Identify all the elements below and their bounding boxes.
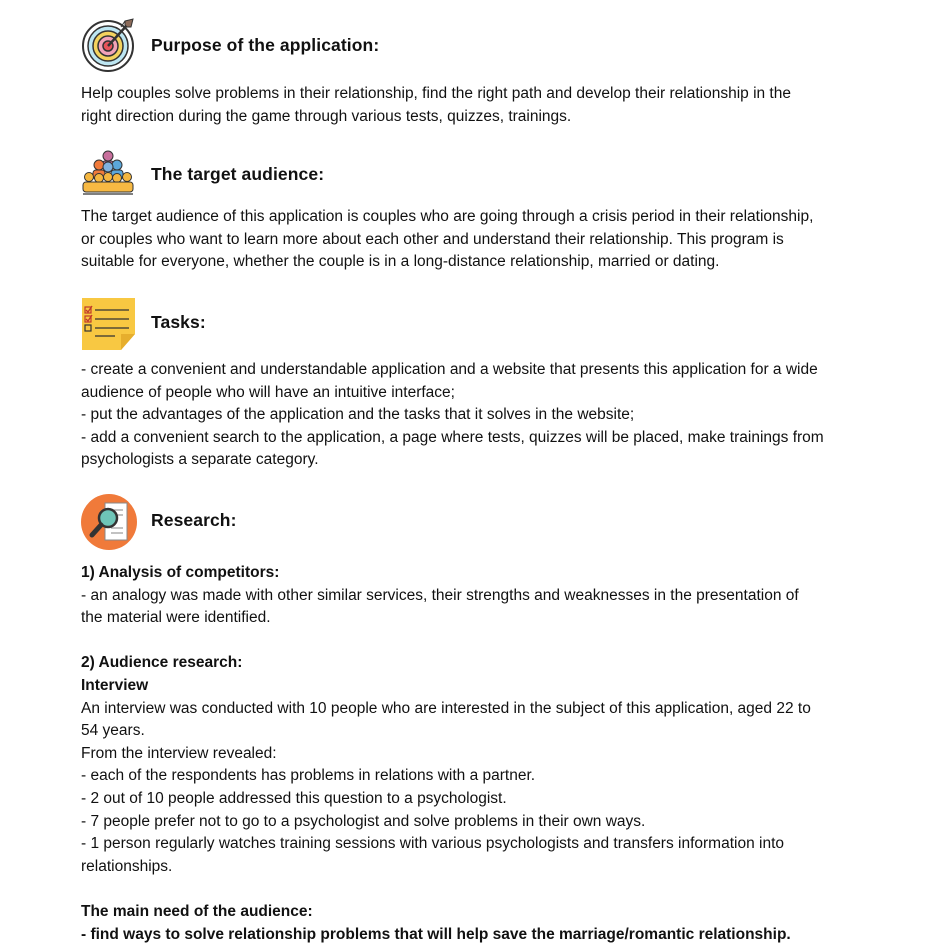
target-dart-icon: [81, 17, 137, 73]
spacer: [81, 878, 861, 901]
audience-header: [81, 146, 324, 202]
text-line: relationships.: [81, 857, 173, 875]
sticky-note-checklist-icon: [81, 294, 137, 350]
magnifier-document-icon: [81, 492, 137, 548]
text-line: - 1 person regularly watches training sessions with various psychologists and transfers information into: [81, 835, 785, 853]
tasks-header: [81, 294, 206, 350]
tasks-text: [81, 359, 861, 472]
section-title-purpose: Purpose of the application:: [151, 34, 380, 55]
text-line: - create a convenient and understandable application and a website that presents this application for a wide: [81, 361, 818, 378]
text-line: - an analogy was made with other similar services, their strengths and weaknesses in the presentation of: [81, 586, 799, 604]
text-line: 54 years.: [81, 722, 145, 740]
research-header: [81, 492, 237, 548]
text-line: - 2 out of 10 people addressed this question to a psychologist.: [81, 789, 507, 807]
text-line: From the interview revealed:: [81, 744, 277, 762]
text-line: audience of people who will have an intuitive interface;: [81, 383, 455, 401]
text-line: - each of the respondents has problems in relations with a partner.: [81, 767, 536, 785]
need-heading: The main need of the audience:: [81, 902, 313, 920]
text-line: - put the advantages of the application and the tasks that it solves in the website;: [81, 406, 635, 424]
purpose-text: [81, 83, 861, 128]
interview-heading: Interview: [81, 676, 149, 694]
text-line: An interview was conducted with 10 people who are interested in the subject of this application, aged 22 to: [81, 699, 811, 717]
purpose-header: [81, 17, 379, 73]
text-line: right direction during the game through various tests, quizzes, trainings.: [81, 107, 572, 125]
text-line: suitable for everyone, whether the couple is in a long-distance relationship, married or dating.: [81, 253, 720, 271]
text-line: - 7 people prefer not to go to a psychologist and solve problems in their own ways.: [81, 812, 646, 830]
spacer: [81, 630, 861, 653]
text-line: - add a convenient search to the application, a page where tests, quizzes will be placed, make trainings from: [81, 428, 824, 446]
section-title-tasks: Tasks:: [151, 311, 206, 332]
text-line: The target audience of this application is couples who are going through a crisis period in their relationship,: [81, 208, 814, 225]
text-line: Help couples solve problems in their relationship, find the right path and develop their relationship in the: [81, 85, 791, 102]
section-title-research: Research:: [151, 509, 237, 530]
text-line: or couples who want to learn more about each other and understand their relationship. This program is: [81, 230, 784, 248]
research-text: [81, 562, 861, 946]
audience-group-icon: [81, 146, 137, 202]
audience-text: [81, 206, 861, 274]
text-line: the material were identified.: [81, 609, 271, 627]
audience-research-heading: 2) Audience research:: [81, 654, 243, 672]
text-line: psychologists a separate category.: [81, 451, 319, 469]
competitors-heading: 1) Analysis of competitors:: [81, 564, 280, 581]
section-title-audience: The target audience:: [151, 163, 325, 184]
need-line: - find ways to solve relationship problems that will help save the marriage/romantic relationship.: [81, 925, 791, 943]
